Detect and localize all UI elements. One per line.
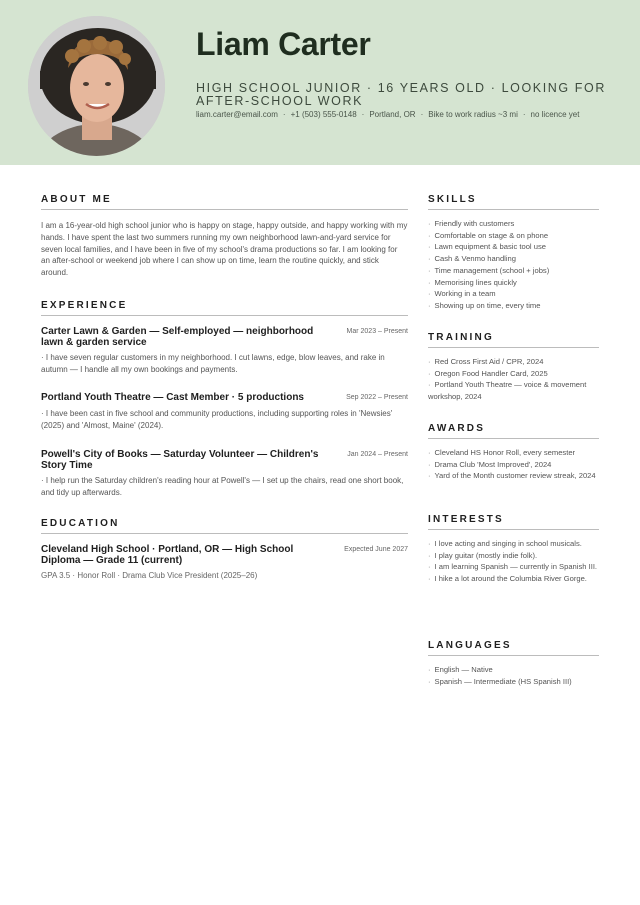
tagline: HIGH SCHOOL JUNIOR · 16 YEARS OLD · LOOKING FOR AFTER-SCHOOL WORK bbox=[196, 81, 606, 108]
list-item: · Comfortable on stage & on phone bbox=[428, 230, 599, 242]
list-item: · Yard of the Month customer review streak, 2024 bbox=[428, 470, 599, 482]
list-item: · Memorising lines quickly bbox=[428, 277, 599, 289]
interests-list bbox=[428, 538, 599, 585]
list-item: · Friendly with customers bbox=[428, 218, 599, 230]
job-bullet: · I have seven regular customers in my neighborhood. I cut lawns, edge, blow leaves, and rake in autumn — I handle all my own bookings and payments. bbox=[41, 353, 385, 374]
list-item: · Lawn equipment & basic tool use bbox=[428, 241, 599, 253]
list-item: · Cash & Venmo handling bbox=[428, 253, 599, 265]
list-item: · Oregon Food Handler Card, 2025 bbox=[428, 368, 599, 380]
list-item: · Working in a team bbox=[428, 288, 599, 300]
divider bbox=[41, 533, 408, 534]
experience-title: EXPERIENCE bbox=[41, 300, 128, 311]
list-item: · Spanish — Intermediate (HS Spanish III) bbox=[428, 676, 599, 688]
phone[interactable]: +1 (503) 555-0148 bbox=[290, 110, 357, 119]
divider bbox=[428, 209, 599, 210]
licence-note: no licence yet bbox=[530, 110, 580, 119]
list-item: · Portland Youth Theatre — voice & movement workshop, 2024 bbox=[428, 379, 599, 402]
list-item: · Time management (school + jobs) bbox=[428, 265, 599, 277]
list-item: · Showing up on time, every time bbox=[428, 300, 599, 312]
training-title: TRAINING bbox=[428, 332, 494, 343]
education-details: GPA 3.5 · Honor Roll · Drama Club Vice President (2025–26) bbox=[41, 571, 258, 580]
about-text: I am a 16-year-old high school junior who is happy on stage, happy outside, and happy working with my hands. I have spent the last two summers running my own neighborhood lawn-and-yard service for seven local families, and I have been in five of my school's drama productions so far. I am looking for an after-school or weekend job where I can show up on time, learn the routine quickly, and stick around. bbox=[41, 221, 408, 278]
graduation-date: Expected June 2027 bbox=[344, 546, 408, 553]
list-item: · I hike a lot around the Columbia River Gorge. bbox=[428, 573, 599, 585]
job-date: Sep 2022 – Present bbox=[346, 394, 408, 401]
transport-note: Bike to work radius ~3 mi bbox=[428, 110, 518, 119]
about-title: ABOUT ME bbox=[41, 194, 112, 205]
interests-title: INTERESTS bbox=[428, 514, 504, 525]
list-item: · I love acting and singing in school musicals. bbox=[428, 538, 599, 550]
divider bbox=[428, 438, 599, 439]
divider bbox=[428, 655, 599, 656]
job-bullet: · I have been cast in five school and community productions, including supporting roles in 'Newsies' (2025) and 'Almost, Maine' (2024). bbox=[41, 409, 393, 430]
list-item: · Drama Club 'Most Improved', 2024 bbox=[428, 459, 599, 471]
list-item: · English — Native bbox=[428, 664, 599, 676]
skills-title: SKILLS bbox=[428, 194, 477, 205]
awards-list bbox=[428, 447, 599, 482]
divider bbox=[41, 209, 408, 210]
awards-title: AWARDS bbox=[428, 423, 486, 434]
location: Portland, OR bbox=[369, 110, 416, 119]
divider bbox=[428, 529, 599, 530]
education-title: EDUCATION bbox=[41, 518, 120, 529]
job-bullet: · I help run the Saturday children's reading hour at Powell's — I set up the chairs, read one short book, and tidy up afterwards. bbox=[41, 476, 404, 497]
profile-photo bbox=[28, 16, 165, 156]
email[interactable]: liam.carter@email.com bbox=[196, 110, 278, 119]
list-item: · I am learning Spanish — currently in Spanish III. bbox=[428, 561, 599, 573]
list-item: · Red Cross First Aid / CPR, 2024 bbox=[428, 356, 599, 368]
list-item: · I play guitar (mostly indie folk). bbox=[428, 550, 599, 562]
skills-list bbox=[428, 218, 599, 312]
languages-title: LANGUAGES bbox=[428, 640, 512, 651]
job-title: Carter Lawn & Garden — Self-employed — neighborhood lawn & garden service bbox=[41, 326, 314, 348]
job-date: Mar 2023 – Present bbox=[346, 328, 408, 335]
school-name: Cleveland High School · Portland, OR — High School Diploma — Grade 11 (current) bbox=[41, 544, 294, 566]
training-list bbox=[428, 356, 599, 403]
list-item: · Cleveland HS Honor Roll, every semester bbox=[428, 447, 599, 459]
job-title: Portland Youth Theatre — Cast Member · 5 productions bbox=[41, 392, 304, 403]
person-name: Liam Carter bbox=[196, 26, 371, 62]
languages-list bbox=[428, 664, 599, 687]
resume-header bbox=[0, 0, 640, 165]
divider bbox=[41, 315, 408, 316]
divider bbox=[428, 347, 599, 348]
job-date: Jan 2024 – Present bbox=[347, 451, 408, 458]
contact-line: liam.carter@email.com · +1 (503) 555-0148 · Portland, OR · Bike to work radius ~3 mi · no licence yet bbox=[196, 110, 580, 119]
job-title: Powell's City of Books — Saturday Volunteer — Children's Story Time bbox=[41, 449, 319, 471]
